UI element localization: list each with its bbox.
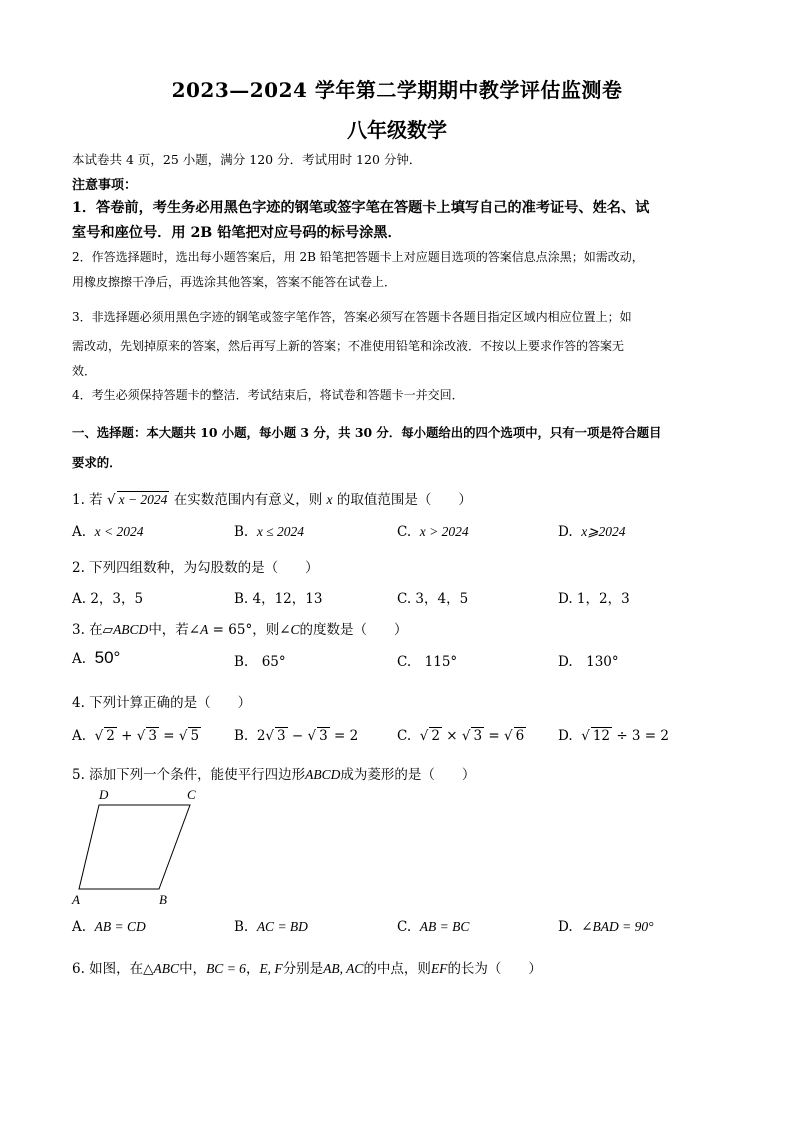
q5-option-b bbox=[234, 919, 308, 935]
q5-c-label: C. bbox=[397, 919, 412, 935]
section1-line2: 要求的． bbox=[72, 455, 122, 470]
q1-a-value: x < 2024 bbox=[94, 524, 144, 539]
q1-a-label: A. bbox=[72, 524, 87, 540]
q4-b-rad2: 3 bbox=[319, 728, 328, 744]
q5-b-value: AC = BD bbox=[256, 919, 308, 934]
q4-option-d bbox=[558, 728, 669, 744]
q4-c-op: × bbox=[446, 728, 458, 744]
q6-triangle: △ABC bbox=[143, 961, 180, 976]
q6-mid3: 分别是 bbox=[282, 961, 324, 977]
q4-option-c bbox=[397, 728, 526, 744]
q2-option-a: A. 2，3，5 bbox=[72, 591, 144, 607]
q4-a-eq: = bbox=[163, 728, 175, 744]
q3-option-a bbox=[72, 648, 120, 668]
sqrt-icon: √ bbox=[94, 728, 104, 744]
q4-a-op: + bbox=[121, 728, 133, 744]
notice-item3-line1: 3．非选择题必须用黑色字迹的钢笔或签字笔作答，答案必须写在答题卡各题目指定区域内相应位置上；如 bbox=[72, 310, 632, 324]
q6-tail: 的长为（ ） bbox=[447, 961, 542, 977]
q6-ab-ac: AB, AC bbox=[323, 961, 364, 976]
notice-item3-line3: 效． bbox=[72, 364, 97, 378]
q1-tail: 的取值范围是（ ） bbox=[336, 492, 472, 508]
q1-option-d bbox=[558, 524, 626, 540]
q2-option-d: D. 1，2，3 bbox=[558, 591, 630, 607]
vertex-label-c: C bbox=[187, 787, 196, 802]
q3-a-label: A. bbox=[72, 651, 87, 667]
q6-bc: BC = 6 bbox=[206, 961, 246, 976]
sqrt-icon: √ bbox=[581, 728, 590, 744]
q1-option-a bbox=[72, 524, 144, 540]
q3-angle-c: C bbox=[290, 622, 300, 637]
q3-option-b: B. 65° bbox=[234, 654, 286, 670]
q2-option-b: B. 4，12，13 bbox=[234, 591, 323, 607]
q3-eq: = 65°，则∠ bbox=[208, 622, 291, 638]
sqrt-icon: √ bbox=[461, 728, 471, 744]
notice-item4: 4．考生必须保持答题卡的整洁．考试结束后，将试卷和答题卡一并交回． bbox=[72, 388, 464, 402]
q6-ef-points: E, F bbox=[259, 961, 283, 976]
q1-b-value: x ≤ 2024 bbox=[256, 524, 304, 539]
q4-b-eq: = 2 bbox=[334, 728, 359, 744]
q1-option-b bbox=[234, 524, 304, 540]
q5-d-label: D. bbox=[558, 919, 573, 935]
q5-option-c bbox=[397, 919, 469, 935]
q1-mid: 在实数范围内有意义，则 bbox=[173, 492, 323, 508]
parallelogram-figure bbox=[66, 784, 206, 910]
question-4: 4. 下列计算正确的是（ ） bbox=[72, 695, 252, 711]
sqrt-icon: √ bbox=[265, 728, 275, 744]
sqrt-icon: √ bbox=[106, 492, 116, 508]
q5-a-value: AB = CD bbox=[94, 919, 146, 934]
q4-option-b bbox=[234, 728, 358, 744]
q1-c-value: x > 2024 bbox=[419, 524, 469, 539]
q3-option-c: C. 115° bbox=[397, 654, 458, 670]
q1-radicand: x − 2024 bbox=[118, 492, 168, 507]
q6-mid1: 中， bbox=[179, 961, 207, 977]
q4-d-rad1: 12 bbox=[592, 728, 611, 744]
q4-a-rad1: 2 bbox=[106, 728, 115, 744]
q4-b-label: B. bbox=[234, 728, 249, 744]
q3-tail: 的度数是（ ） bbox=[299, 622, 408, 638]
q1-var: x bbox=[326, 492, 333, 507]
q1-d-label: D. bbox=[558, 524, 573, 540]
q6-prefix: 6. 如图，在 bbox=[72, 961, 144, 977]
sqrt-icon: √ bbox=[419, 728, 429, 744]
vertex-label-a: A bbox=[72, 892, 80, 907]
exam-title: 2023—2024 学年第二学期期中教学评估监测卷 bbox=[171, 78, 623, 102]
q3-a-value: 50° bbox=[94, 648, 121, 667]
q4-c-eq: = bbox=[488, 728, 500, 744]
q6-mid2: ， bbox=[245, 961, 260, 977]
q1-d-value: x⩾2024 bbox=[581, 524, 626, 539]
parallelogram-icon: ▱ bbox=[102, 622, 114, 638]
notice-item3-line2: 需改动，先划掉原来的答案，然后再写上新的答案；不准使用铅笔和涂改液．不按以上要求作答的答案无 bbox=[72, 339, 625, 353]
q3-option-d: D. 130° bbox=[558, 654, 619, 670]
question-1 bbox=[72, 488, 472, 508]
q4-b-op: − bbox=[291, 728, 304, 744]
section1-line1: 一、选择题：本大题共 10 小题，每小题 3 分，共 30 分．每小题给出的四个选项中，只有一项是符合题目 bbox=[72, 425, 662, 440]
q5-d-value: ∠BAD = 90° bbox=[581, 919, 654, 934]
q4-c-rad2: 3 bbox=[473, 728, 483, 744]
q4-d-op: ÷ 3 = 2 bbox=[616, 728, 670, 744]
q6-mid4: 的中点，则 bbox=[363, 961, 431, 977]
q5-b-label: B. bbox=[234, 919, 249, 935]
q4-c-label: C. bbox=[397, 728, 412, 744]
q4-d-label: D. bbox=[558, 728, 573, 744]
q2-option-c: C. 3，4，5 bbox=[397, 591, 469, 607]
q5-prefix: 5. 添加下列一个条件，能使平行四边形 bbox=[72, 767, 306, 783]
q3-mid: 中，若∠ bbox=[148, 622, 201, 638]
q1-b-label: B. bbox=[234, 524, 249, 540]
notice-item2-line1: 2．作答选择题时，选出每小题答案后，用 2B 铅笔把答题卡上对应题目选项的答案信息点涂黑；如需改动， bbox=[72, 250, 644, 264]
q5-a-label: A. bbox=[72, 919, 87, 935]
q4-c-rad1: 2 bbox=[431, 728, 440, 744]
notice-item2-line2: 用橡皮擦擦干净后，再选涂其他答案，答案不能答在试卷上． bbox=[72, 275, 397, 289]
notice-item1-line2: 室号和座位号．用 2B 铅笔把对应号码的标号涂黑． bbox=[72, 225, 402, 241]
notice-item1-line1: 1．答卷前，考生务必用黑色字迹的钢笔或签字笔在答题卡上填写自己的准考证号、姓名、试 bbox=[72, 200, 650, 216]
sqrt-icon: √ bbox=[503, 728, 513, 744]
q5-c-value: AB = BC bbox=[419, 919, 470, 934]
vertex-label-d: D bbox=[99, 787, 109, 802]
q4-b-rad1: 3 bbox=[277, 728, 286, 744]
parallelogram-shape bbox=[79, 805, 190, 889]
vertex-label-b: B bbox=[159, 892, 167, 907]
q6-ef: EF bbox=[430, 961, 448, 976]
q3-prefix: 3. 在 bbox=[72, 622, 103, 638]
q3-name: ABCD bbox=[113, 622, 149, 637]
question-2: 2. 下列四组数种，为勾股数的是（ ） bbox=[72, 560, 319, 576]
q1-c-label: C. bbox=[397, 524, 412, 540]
q1-option-c bbox=[397, 524, 469, 540]
q1-prefix: 1. 若 bbox=[72, 492, 103, 508]
question-6 bbox=[72, 957, 542, 977]
sqrt-icon: √ bbox=[307, 728, 317, 744]
q3-angle-a: A bbox=[200, 622, 209, 637]
q5-tail: 成为菱形的是（ ） bbox=[340, 767, 476, 783]
sqrt-icon: √ bbox=[136, 728, 146, 744]
question-5 bbox=[72, 763, 475, 783]
q4-b-coef: 2 bbox=[256, 728, 266, 744]
intro-text: 本试卷共 4 页，25 小题，满分 120 分．考试用时 120 分钟． bbox=[72, 152, 422, 167]
exam-subtitle: 八年级数学 bbox=[347, 118, 447, 142]
notice-heading: 注意事项： bbox=[72, 178, 138, 193]
q5-option-a bbox=[72, 919, 146, 935]
sqrt-icon: √ bbox=[178, 728, 188, 744]
q4-a-rad2: 3 bbox=[148, 728, 157, 744]
question-3 bbox=[72, 618, 408, 638]
q4-a-rad3: 5 bbox=[190, 728, 200, 744]
q5-name: ABCD bbox=[305, 767, 341, 782]
q5-option-d bbox=[558, 919, 654, 935]
q4-option-a bbox=[72, 728, 201, 744]
q4-c-rad3: 6 bbox=[515, 728, 525, 744]
q4-a-label: A. bbox=[72, 728, 87, 744]
